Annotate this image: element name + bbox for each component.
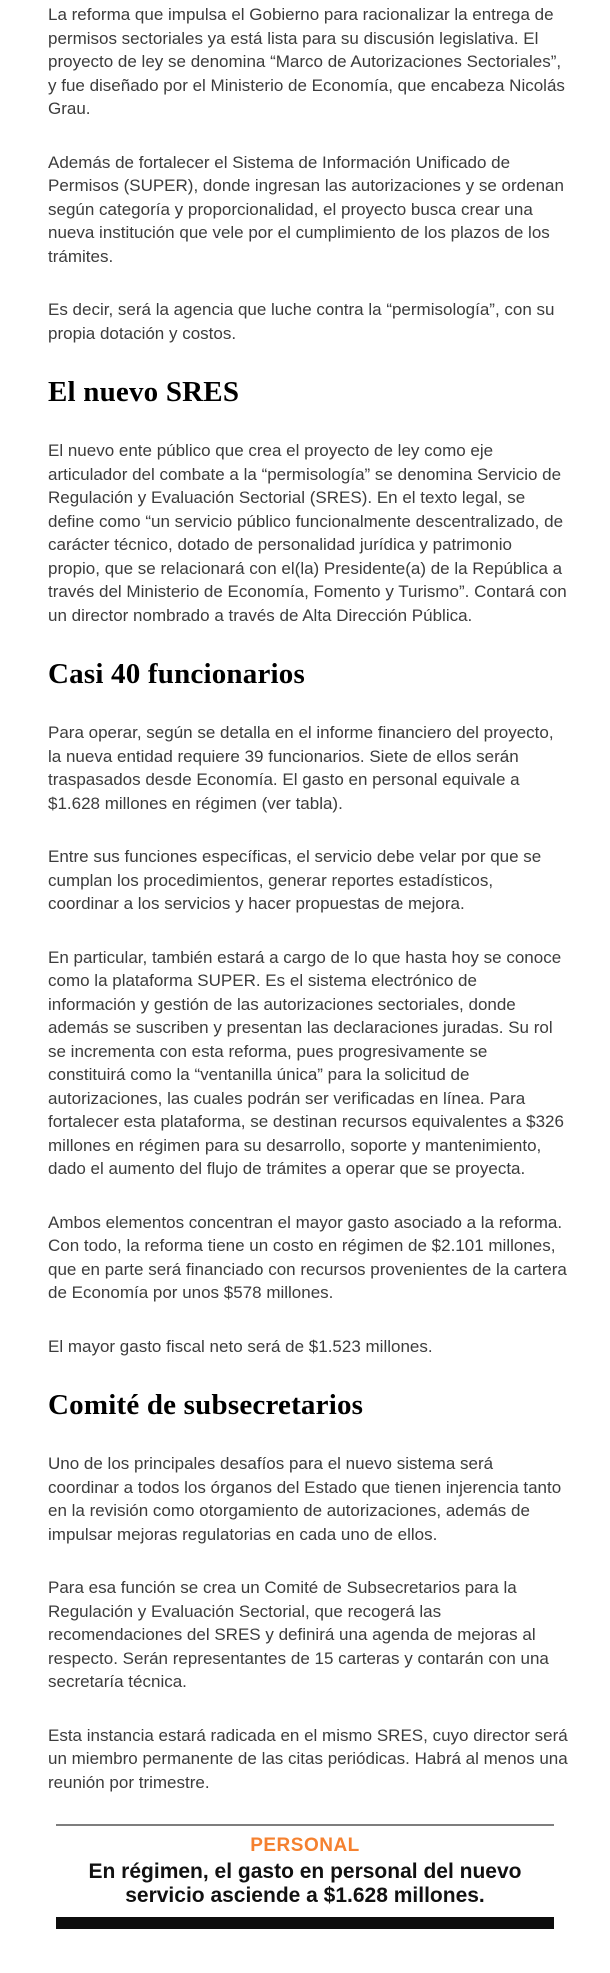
paragraph-intro-2: Además de fortalecer el Sistema de Información Unificado de Permisos (SUPER), donde ingresan las autorizaciones y se ordenan según categoría y proporcionalidad, el proyecto busca crear una nueva institución que vele por el cumplimiento de los plazos de los trámites. [48, 152, 564, 266]
table-header-block [56, 1824, 554, 1929]
table-top-bar [56, 1917, 554, 1929]
paragraph-intro-1: La reforma que impulsa el Gobierno para racionalizar la entrega de permisos sectoriales ya está lista para su discusión legislativa. El proyecto de ley se denomina “Marco de Autorizaciones Sectoriales”, y fue diseñado por el Ministerio de Economía, que encabeza Nicolás Grau. [48, 5, 565, 118]
section-heading-funcionarios: Casi 40 funcionarios [48, 658, 305, 690]
table-kicker-personal: PERSONAL [250, 1835, 360, 1856]
paragraph-funcionarios-3: En particular, también estará a cargo de lo que hasta hoy se conoce como la plataforma SUPER. Es el sistema electrónico de información y gestión de las autorizaciones sectoriales, donde además se suscriben y presentan las declaraciones juradas. Su rol se incrementa con esta reforma, pues progresivamente se constituirá como la “ventanilla única” para la solicitud de autorizaciones, las cuales podrán ser verificadas en línea. Para fortalecer esta plataforma, se destinan recursos equivalentes a $326 millones en régimen para su desarrollo, soporte y mantenimiento, dado el aumento del flujo de trámites a operar que se proyecta. [48, 947, 564, 1178]
section-heading-sres: El nuevo SRES [48, 376, 240, 408]
divider-line [56, 1824, 554, 1826]
paragraph-funcionarios-2: Entre sus funciones específicas, el servicio debe velar por que se cumplan los procedimientos, generar reportes estadísticos, coordinar a los servicios y hacer propuestas de mejora. [48, 847, 542, 913]
paragraph-sres-1: El nuevo ente público que crea el proyecto de ley como eje articulador del combate a la “permisología” se denomina Servicio de Regulación y Evaluación Sectorial (SRES). En el texto legal, se define como “un servicio público funcionalmente descentralizado, de carácter técnico, dotado de personalidad jurídica y patrimonio propio, que se relacionará con el(la) Presidente(a) de la República a través del Ministerio de Economía, Fomento y Turismo”. Contará con un director nombrado a través de Alta Dirección Pública. [48, 441, 567, 625]
paragraph-intro-3: Es decir, será la agencia que luche contra la “permisología”, con su propia dotación y costos. [48, 300, 555, 343]
paragraph-comite-3: Esta instancia estará radicada en el mismo SRES, cuyo director será un miembro permanente de las citas periódicas. Habrá al menos una reunión por trimestre. [48, 1725, 568, 1792]
table-caption: En régimen, el gasto en personal del nuevo servicio asciende a $1.628 millones. [88, 1860, 522, 1907]
paragraph-funcionarios-1: Para operar, según se detalla en el informe financiero del proyecto, la nueva entidad requiere 39 funcionarios. Siete de ellos serán traspasados desde Economía. El gasto en personal equivale a $1.628 millones en régimen (ver tabla). [48, 723, 554, 813]
paragraph-funcionarios-4: Ambos elementos concentran el mayor gasto asociado a la reforma. Con todo, la reforma tiene un costo en régimen de $2.101 millones, que en parte será financiado con recursos provenientes de la cartera de Economía por unos $578 millones. [48, 1212, 567, 1302]
paragraph-comite-2: Para esa función se crea un Comité de Subsecretarios para la Regulación y Evaluación Sectorial, que recogerá las recomendaciones del SRES y definirá una agenda de mejoras al respecto. Serán representantes de 15 carteras y contarán con una secretaría técnica. [48, 1578, 549, 1691]
section-heading-comite: Comité de subsecretarios [48, 1389, 364, 1421]
paragraph-comite-1: Uno de los principales desafíos para el nuevo sistema será coordinar a todos los órganos del Estado que tienen injerencia tanto en la revisión como otorgamiento de autorizaciones, además de impulsar mejoras regulatorias en cada uno de ellos. [48, 1454, 562, 1544]
paragraph-funcionarios-5: El mayor gasto fiscal neto será de $1.523 millones. [48, 1336, 433, 1356]
article-body [48, 0, 568, 1794]
